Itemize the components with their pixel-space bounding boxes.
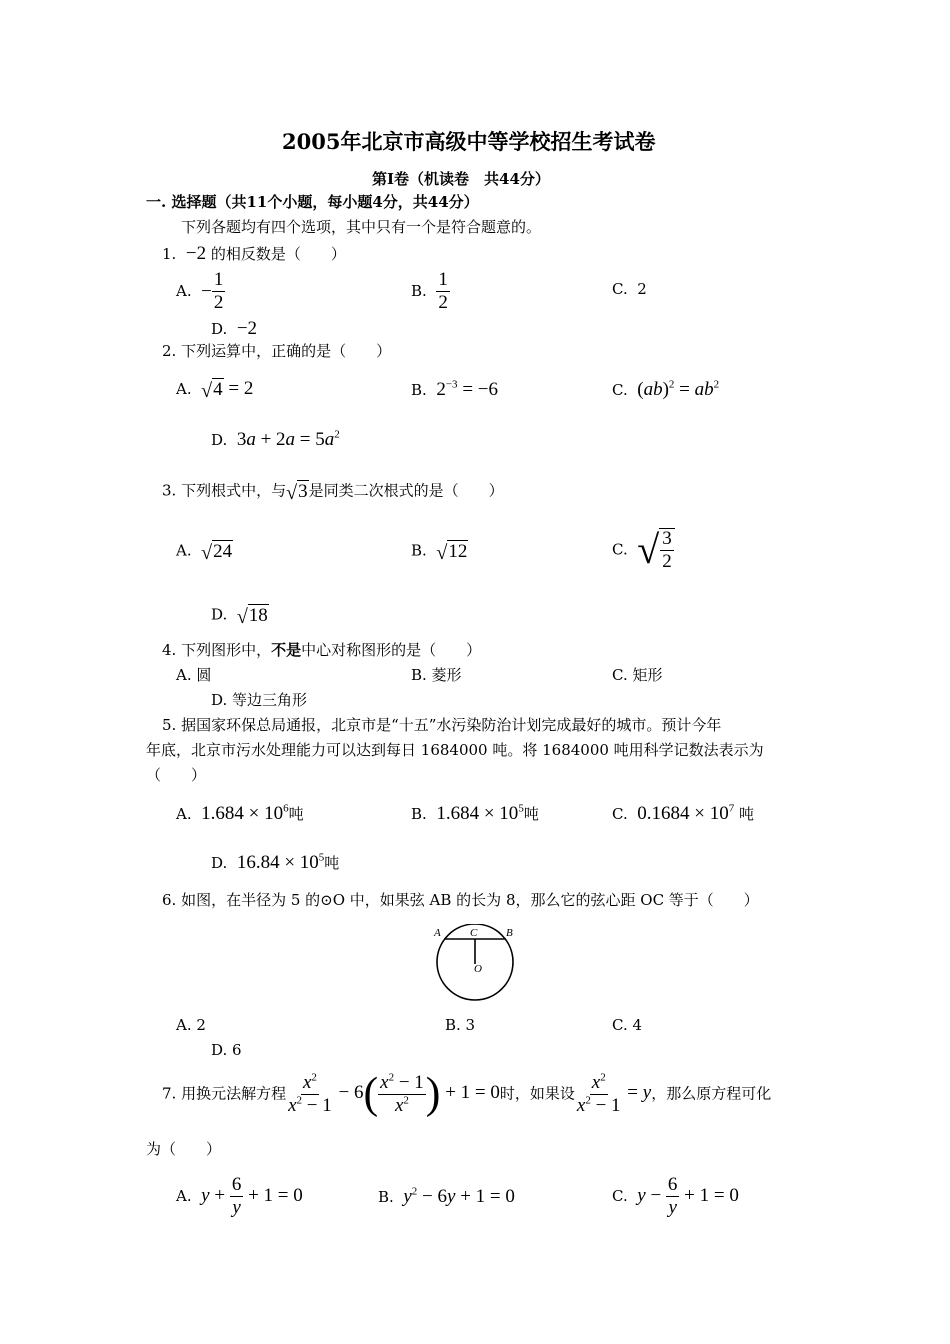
q6-option-c[interactable]: C. 4 bbox=[612, 1016, 643, 1034]
q3-option-d[interactable]: D. √ 18 bbox=[211, 605, 268, 628]
q3-option-b[interactable]: B. √ 12 bbox=[411, 541, 468, 564]
q2-option-d[interactable]: D. $3a + 2a = 5a^2$ bbox=[211, 428, 340, 450]
q3-option-c[interactable]: C. √ $\frac{3}{2}$ bbox=[612, 528, 675, 572]
circle-diagram bbox=[428, 924, 524, 1004]
question-5-line-2: 年底，北京市污水处理能力可以达到每日 1684000 吨。将 1684000 吨用科学记数法表示为 bbox=[146, 741, 764, 759]
section-heading: 一. 选择题（共11个小题，每小题4分，共44分） bbox=[146, 193, 479, 211]
question-7-stem: 7. 用换元法解方程 $\frac{x^2}{x^2 - 1}$ − 6( $\frac{x^2 - 1}{x^2}$ ) + 1 = 0时，如果设 $\frac{x^2}{x^2 - 1}$ = y，那么原方程可化 bbox=[162, 1069, 772, 1118]
question-5-line-1: 5. 据国家环保总局通报，北京市是“十五”水污染防治计划完成最好的城市。预计今年 bbox=[162, 716, 722, 734]
paper-subtitle: 第Ⅰ卷（机读卷 共44分） bbox=[372, 170, 550, 188]
label-b: B bbox=[506, 927, 513, 939]
question-6-stem: 6. 如图，在半径为 5 的⊙O 中，如果弦 AB 的长为 8，那么它的弦心距 OC 等于（ ） bbox=[162, 891, 759, 909]
q6-option-b[interactable]: B. 3 bbox=[445, 1016, 476, 1034]
label-c: C bbox=[470, 927, 478, 939]
q7-option-b[interactable]: B. $y^2 - 6y + 1 = 0$ bbox=[378, 1185, 515, 1207]
q2-option-b[interactable]: B. $2^{-3} = -6$ bbox=[411, 378, 498, 400]
q2-option-c[interactable]: C. $(ab)^2 = ab^2$ bbox=[612, 378, 720, 400]
q5-option-b[interactable]: B. $1.684 \times 10^5$吨 bbox=[411, 802, 539, 824]
q1-option-d[interactable]: D. −2 bbox=[211, 318, 258, 339]
question-3-stem: 3. 下列根式中，与 √ 3 是同类二次根式的是（ ） bbox=[162, 481, 504, 504]
q4-option-a[interactable]: A. 圆 bbox=[176, 666, 212, 684]
q5-option-d[interactable]: D. $16.84 \times 10^5$吨 bbox=[211, 851, 340, 873]
q1-option-b[interactable]: B. $\frac{1}{2}$ bbox=[411, 269, 448, 313]
label-a: A bbox=[434, 927, 441, 939]
q2-option-a[interactable]: A. √ 4 = 2 bbox=[176, 377, 254, 402]
q7-option-a[interactable]: A. y + $\frac{6}{y}$ + 1 = 0 bbox=[176, 1174, 303, 1218]
question-1-stem: 1. −2 的相反数是（ ） bbox=[162, 243, 346, 264]
page-title: 2005年北京市高级中等学校招生考试卷 bbox=[282, 129, 656, 154]
q1-option-a[interactable]: A. − $\frac{1}{2}$ bbox=[176, 269, 224, 313]
q5-option-a[interactable]: A. $1.684 \times 10^6$吨 bbox=[176, 802, 304, 824]
q5-option-c[interactable]: C. $0.1684 \times 10^7$ 吨 bbox=[612, 802, 755, 824]
q3-option-a[interactable]: A. √ 24 bbox=[176, 541, 233, 564]
question-7-line-2: 为（ ） bbox=[146, 1140, 222, 1158]
q6-option-d[interactable]: D. 6 bbox=[211, 1041, 242, 1059]
q7-option-c[interactable]: C. y − $\frac{6}{y}$ + 1 = 0 bbox=[612, 1174, 739, 1218]
label-o: O bbox=[474, 963, 482, 975]
q4-option-b[interactable]: B. 菱形 bbox=[411, 666, 462, 684]
question-5-line-3: （ ） bbox=[146, 766, 207, 784]
question-2-stem: 2. 下列运算中，正确的是（ ） bbox=[162, 342, 392, 360]
q4-option-d[interactable]: D. 等边三角形 bbox=[211, 691, 308, 709]
q1-option-c[interactable]: C. 2 bbox=[612, 280, 647, 298]
q6-option-a[interactable]: A. 2 bbox=[176, 1016, 206, 1034]
section-instruction: 下列各题均有四个选项，其中只有一个是符合题意的。 bbox=[181, 218, 542, 236]
q4-option-c[interactable]: C. 矩形 bbox=[612, 666, 663, 684]
question-4-stem: 4. 下列图形中，不是中心对称图形的是（ ） bbox=[162, 641, 482, 659]
